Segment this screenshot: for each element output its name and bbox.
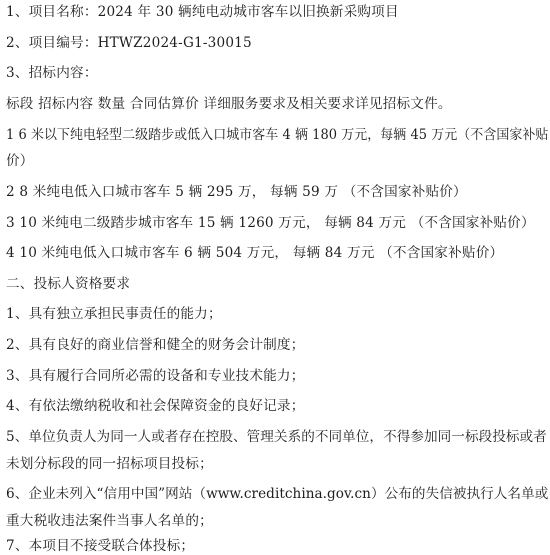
doc-line-qualification-1: 1、具有独立承担民事责任的能力；	[6, 306, 222, 322]
doc-line-qualification-6: 6、企业未列入“信用中国”网站（www.creditchina.gov.cn）公布的失信被执行人名单或	[6, 486, 549, 502]
doc-line-qualification-5-continued: 未划分标段的同一招标项目投标；	[6, 456, 213, 472]
doc-line-lot-1-continued: 价）	[6, 153, 34, 169]
doc-line-qualification-2: 2、具有良好的商业信誉和健全的财务会计制度；	[6, 337, 305, 353]
doc-line-qualification-5: 5、单位负责人为同一人或者存在控股、管理关系的不同单位，不得参加同一标段投标或者	[6, 429, 547, 445]
doc-line-table-header: 标段 招标内容 数量 合同估算价 详细服务要求及相关要求详见招标文件。	[6, 96, 452, 112]
doc-line-qualification-3: 3、具有履行合同所必需的设备和专业技术能力；	[6, 368, 305, 384]
doc-line-lot-2: 2 8 米纯电低入口城市客车 5 辆 295 万， 每辆 59 万 （不含国家补贴价）	[6, 184, 467, 200]
doc-line-qualification-6-continued: 重大税收违法案件当事人名单的；	[6, 513, 213, 529]
doc-line-qualification-heading: 二、投标人资格要求	[6, 276, 131, 292]
doc-line-qualification-4: 4、有依法缴纳税收和社会保障资金的良好记录；	[6, 398, 305, 414]
doc-line-lot-1: 1 6 米以下纯电轻型二级踏步或低入口城市客车 4 辆 180 万元，每辆 45 万元（不含国家补贴	[6, 127, 549, 143]
doc-line-project-name: 1、项目名称：2024 年 30 辆纯电动城市客车以旧换新采购项目	[6, 4, 399, 20]
doc-line-project-number: 2、项目编号：HTWZ2024-G1-30015	[6, 35, 252, 51]
doc-line-qualification-7: 7、本项目不接受联合体投标；	[6, 538, 195, 554]
doc-line-lot-4: 4 10 米纯电低入口城市客车 6 辆 504 万元， 每辆 84 万元 （不含国家补贴价）	[6, 245, 504, 261]
doc-line-tender-content-heading: 3、招标内容：	[6, 65, 98, 81]
doc-line-lot-3: 3 10 米纯电二级踏步城市客车 15 辆 1260 万元， 每辆 84 万元 （不含国家补贴价）	[6, 215, 535, 231]
